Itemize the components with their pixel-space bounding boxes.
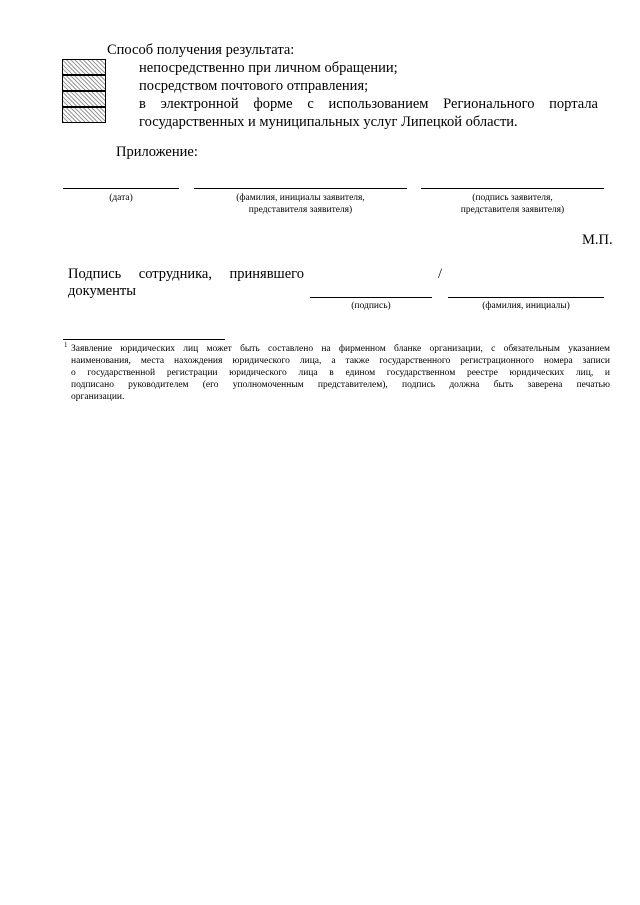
electronic-checkbox-continuation[interactable]: [62, 107, 106, 123]
footnote-line-2: наименования, места нахождения юридического лица, а также государственного регистрационного номера записи: [71, 356, 610, 366]
employee-name-line[interactable]: [448, 297, 604, 298]
date-caption: (дата): [109, 193, 133, 203]
signature-separator: /: [438, 266, 443, 282]
applicant-name-line[interactable]: [194, 188, 407, 189]
attachment-label: Приложение:: [116, 144, 198, 160]
option-personal-visit: непосредственно при личном обращении;: [139, 60, 398, 76]
footnote-line-4: подписано руководителем (его уполномоченным представителем), подпись должна быть заверена печатью: [71, 380, 610, 390]
footnote-marker: 1: [64, 341, 68, 349]
applicant-name-caption-1: (фамилия, инициалы заявителя,: [236, 193, 365, 203]
electronic-checkbox[interactable]: [62, 91, 106, 107]
personal-visit-checkbox[interactable]: [62, 59, 106, 75]
footnote-separator: [63, 339, 225, 340]
footnote-line-5: организации.: [71, 392, 125, 402]
date-line[interactable]: [63, 188, 179, 189]
employee-name-caption: (фамилия, инициалы): [482, 301, 570, 311]
footnote-line-3: о государственной регистрации юридического лица в едином государственном реестре юридических лиц, и: [71, 368, 610, 378]
employee-label-line2: документы: [68, 283, 136, 299]
footnote-line-1: Заявление юридических лиц может быть составлено на фирменном бланке организации, с обязательным указанием: [71, 344, 610, 354]
applicant-name-caption-2: представителя заявителя): [248, 205, 353, 215]
stamp-label: М.П.: [582, 232, 613, 248]
applicant-signature-caption-1: (подпись заявителя,: [472, 193, 553, 203]
employee-signature-caption: (подпись): [351, 301, 391, 311]
applicant-signature-caption-2: представителя заявителя): [460, 205, 565, 215]
option-electronic-line2: государственных и муниципальных услуг Липецкой области.: [139, 114, 518, 130]
employee-label-line1: Подпись сотрудника, принявшего: [68, 266, 304, 282]
employee-signature-line[interactable]: [310, 297, 432, 298]
option-electronic-line1: в электронной форме с использованием Регионального портала: [139, 96, 598, 112]
postal-checkbox[interactable]: [62, 75, 106, 91]
method-heading: Способ получения результата:: [107, 42, 295, 58]
applicant-signature-line[interactable]: [421, 188, 604, 189]
option-postal: посредством почтового отправления;: [139, 78, 369, 94]
